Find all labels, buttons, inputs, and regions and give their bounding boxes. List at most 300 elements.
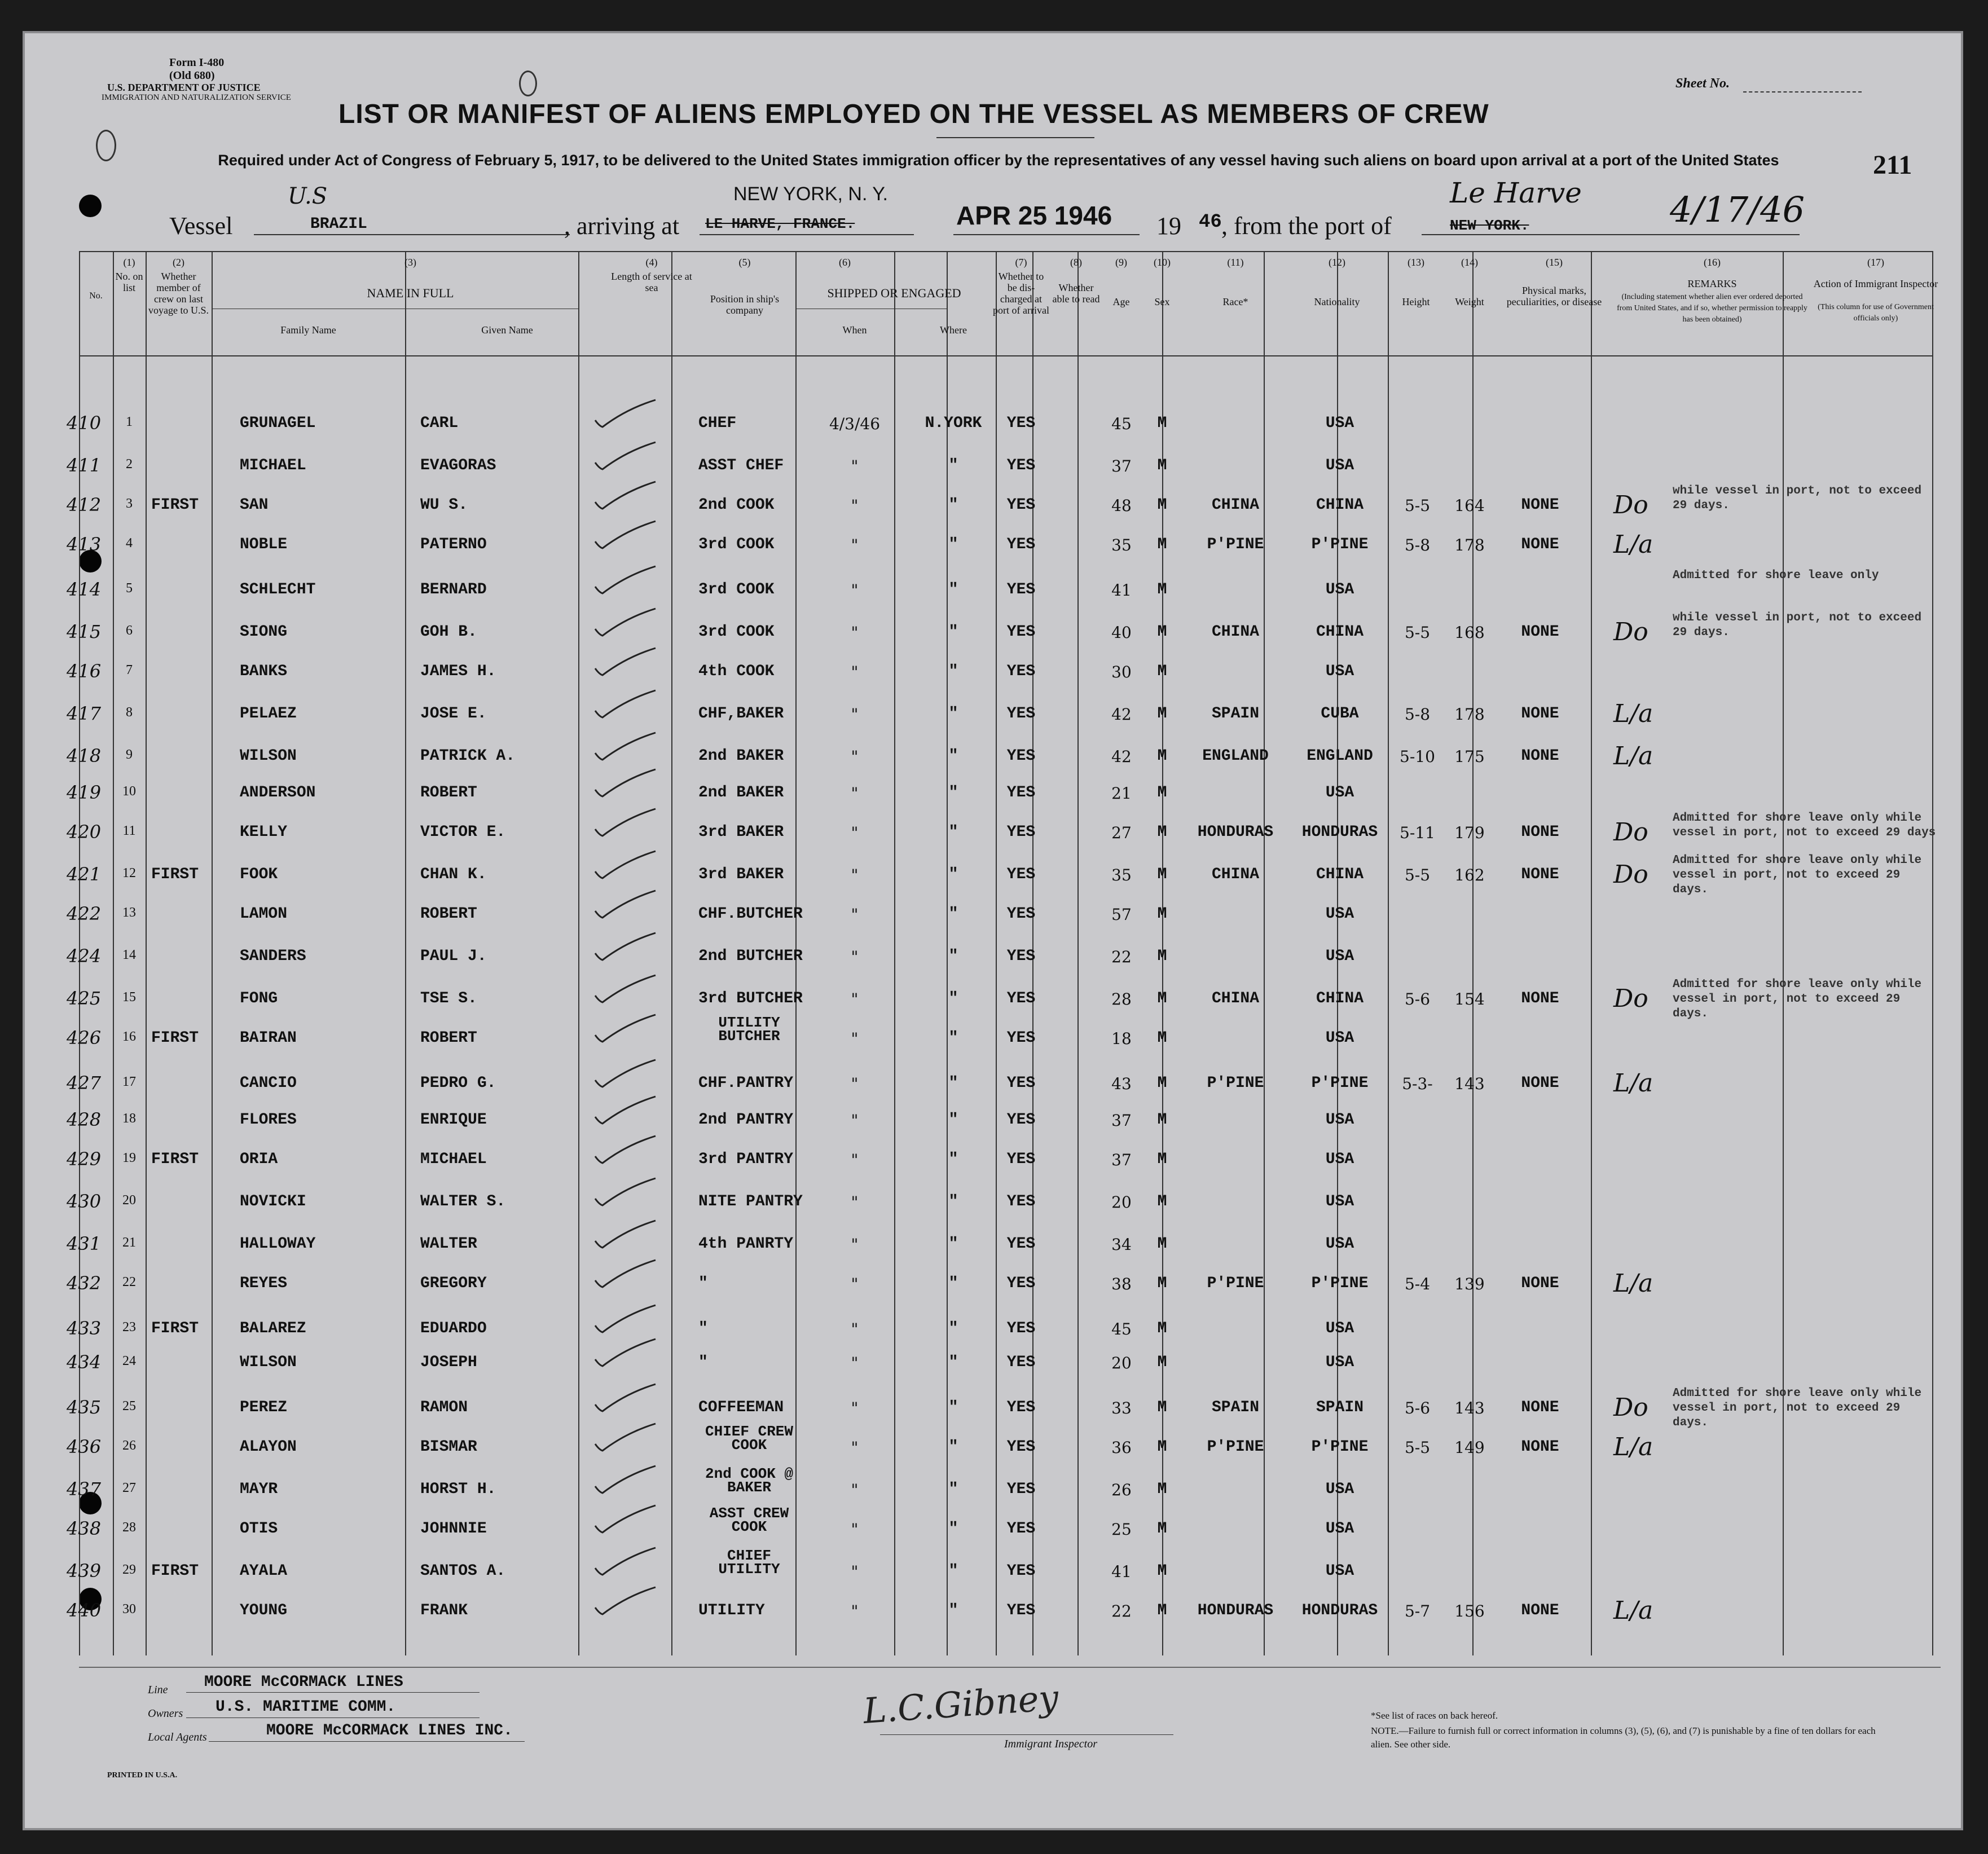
nationality: USA [1325, 415, 1354, 432]
list-number: 27 [122, 1481, 136, 1495]
shipped-when: " [851, 1320, 859, 1338]
first-voyage: FIRST [151, 496, 199, 514]
family-name-header: Family Name [280, 324, 336, 336]
physical-marks: NONE [1521, 496, 1559, 514]
col3-number: (3) [404, 257, 416, 268]
remarks-note: Admitted for shore leave only while vessel in port, not to exceed 29 days. [1673, 1387, 1922, 1429]
weight: 154 [1454, 990, 1485, 1009]
service-check-mark [592, 849, 660, 883]
col14-header: Weight [1455, 296, 1484, 307]
weight: 168 [1454, 623, 1485, 642]
height: 5-6 [1404, 1399, 1431, 1417]
page-number: 211 [1873, 150, 1912, 180]
family-name: LAMON [240, 905, 288, 923]
remarks-handwritten: Do [1613, 491, 1648, 519]
discharge-flag: YES [1006, 948, 1036, 965]
inspector-signature: L.C.Gibney [861, 1677, 1060, 1732]
shipped-when: " [851, 536, 859, 554]
service-check-mark [592, 1012, 660, 1046]
discharge-flag: YES [1006, 1520, 1036, 1538]
manifest-number: 438 [67, 1518, 102, 1539]
remarks-handwritten: Do [1613, 984, 1648, 1013]
service-check-mark [592, 730, 660, 764]
sex: M [1157, 415, 1167, 432]
nationality: P'PINE [1311, 1438, 1369, 1456]
owners-label: Owners [148, 1707, 183, 1720]
punch-hole [79, 195, 102, 217]
sex: M [1157, 823, 1167, 841]
age: 30 [1111, 663, 1132, 681]
list-number: 9 [126, 747, 133, 762]
race: SPAIN [1211, 705, 1259, 723]
position: 2nd BAKER [698, 747, 784, 765]
physical-marks: NONE [1521, 1438, 1559, 1456]
service-check-mark [592, 1585, 660, 1619]
given-name: VICTOR E. [420, 823, 506, 841]
sex: M [1157, 705, 1167, 723]
shipped-when: " [851, 581, 859, 600]
first-voyage: FIRST [151, 1029, 199, 1047]
page-subtitle: Required under Act of Congress of February 5, 1917, to be delivered to the United States immigration officer by the representatives of any vessel having such aliens on board upon arrival at a port of the United States [218, 152, 1779, 169]
remarks-handwritten: Do [1613, 860, 1648, 889]
manifest-number: 411 [67, 455, 102, 476]
service-check-mark [592, 1545, 660, 1579]
race: P'PINE [1207, 1438, 1264, 1456]
col2-number: (2) [173, 257, 184, 268]
shipped-when: " [851, 1354, 859, 1372]
shipped-when: " [851, 1074, 859, 1093]
shipped-where: " [948, 990, 958, 1007]
age: 28 [1111, 990, 1132, 1009]
where-header: Where [940, 324, 967, 336]
weight: 156 [1454, 1602, 1485, 1620]
given-name: SANTOS A. [420, 1562, 506, 1580]
nationality: USA [1325, 1111, 1354, 1129]
col4-number: (4) [645, 257, 658, 268]
sex: M [1157, 1520, 1167, 1538]
col15-number: (15) [1546, 257, 1563, 268]
shipped-when: " [851, 823, 859, 842]
age: 57 [1111, 905, 1132, 924]
service-check-mark [592, 1337, 660, 1371]
position: 2nd COOK [698, 496, 775, 514]
discharge-flag: YES [1006, 1399, 1036, 1416]
service-check-mark [592, 1258, 660, 1292]
age: 43 [1111, 1074, 1132, 1093]
service-check-mark [592, 931, 660, 965]
shipped-when: " [851, 1481, 859, 1499]
race: P'PINE [1207, 1074, 1264, 1092]
shipped-where: " [948, 1562, 958, 1580]
nationality: CUBA [1321, 705, 1359, 723]
age: 45 [1111, 415, 1132, 433]
shipped-when: " [851, 866, 859, 884]
family-name: WILSON [240, 1354, 297, 1371]
manifest-number: 413 [67, 534, 102, 555]
position: 4th PANRTY [698, 1235, 794, 1253]
manifest-number: 420 [67, 821, 102, 843]
weight: 143 [1454, 1074, 1485, 1093]
punch-ring [96, 130, 116, 161]
shipped-when: " [851, 1235, 859, 1254]
physical-marks: NONE [1521, 823, 1559, 841]
manifest-number: 426 [67, 1027, 102, 1049]
height: 5-5 [1404, 496, 1431, 515]
nationality: CHINA [1316, 866, 1364, 883]
race: ENGLAND [1202, 747, 1269, 765]
sex: M [1157, 1029, 1167, 1047]
col15-header: Physical marks, peculiarities, or disease [1506, 285, 1602, 307]
col14-number: (14) [1461, 257, 1478, 268]
column-divider [212, 251, 213, 1655]
discharge-flag: YES [1006, 866, 1036, 883]
shipped-where: " [948, 1438, 958, 1456]
shipped-where: " [948, 457, 958, 474]
height: 5-3- [1402, 1074, 1433, 1093]
nationality: USA [1325, 663, 1354, 680]
list-number: 6 [126, 623, 133, 638]
race: CHINA [1211, 623, 1259, 641]
departure-date-handwritten: 4/17/46 [1670, 189, 1805, 230]
col17-header: Action of Immigrant Inspector [1813, 278, 1938, 289]
from-port-handwritten: Le Harve [1450, 177, 1582, 209]
list-number: 20 [122, 1193, 136, 1208]
family-name: BANKS [240, 663, 288, 680]
sex: M [1157, 1151, 1167, 1168]
year-suffix: 46 [1199, 212, 1222, 233]
sex: M [1157, 747, 1167, 765]
family-name: NOBLE [240, 536, 288, 553]
manifest-number: 433 [67, 1318, 102, 1339]
manifest-number: 435 [67, 1397, 102, 1418]
age: 25 [1111, 1520, 1132, 1539]
position: 2nd COOK @ BAKER [705, 1465, 794, 1496]
shipped-where: " [948, 663, 958, 680]
sex: M [1157, 1193, 1167, 1210]
age: 27 [1111, 823, 1132, 842]
col17-number: (17) [1867, 257, 1884, 268]
given-name: ROBERT [420, 1029, 477, 1047]
col5-header: Position in ship's company [710, 293, 780, 316]
nationality: P'PINE [1311, 536, 1369, 553]
given-name: EVAGORAS [420, 457, 496, 474]
family-name: SCHLECHT [240, 581, 316, 598]
race: HONDURAS [1197, 823, 1274, 841]
shipped-when: " [851, 496, 859, 515]
remarks-handwritten: L/a [1613, 530, 1653, 559]
position: 2nd PANTRY [698, 1111, 794, 1129]
family-name: FOOK [240, 866, 278, 883]
col3-header: NAME IN FULL [367, 286, 454, 300]
from-label: , from the port of [1221, 212, 1392, 240]
family-name: MAYR [240, 1481, 278, 1498]
sex: M [1157, 1481, 1167, 1498]
sex: M [1157, 1438, 1167, 1456]
discharge-flag: YES [1006, 581, 1036, 598]
position: " [698, 1275, 708, 1292]
shipped-where: " [948, 1602, 958, 1619]
col11-header: Race* [1222, 296, 1248, 307]
shipped-where: " [948, 747, 958, 765]
family-name: BAIRAN [240, 1029, 297, 1047]
family-name: SIONG [240, 623, 288, 641]
nationality: USA [1325, 457, 1354, 474]
service-check-mark [592, 767, 660, 801]
year-prefix: 19 [1156, 212, 1181, 240]
age: 37 [1111, 457, 1132, 475]
list-number: 17 [122, 1074, 136, 1089]
sex: M [1157, 623, 1167, 641]
given-name: GOH B. [420, 623, 477, 641]
manifest-number: 416 [67, 660, 102, 682]
remarks-handwritten: L/a [1613, 1069, 1653, 1098]
age: 20 [1111, 1354, 1132, 1372]
position: 2nd BAKER [698, 784, 784, 802]
agency-name: U.S. DEPARTMENT OF JUSTICE [107, 82, 261, 93]
discharge-flag: YES [1006, 705, 1036, 723]
column-divider [578, 251, 579, 1655]
race: CHINA [1211, 866, 1259, 883]
manifest-number: 418 [67, 745, 102, 767]
remarks-handwritten: L/a [1613, 1269, 1653, 1298]
line-value: MOORE McCORMACK LINES [204, 1674, 403, 1691]
nationality: USA [1325, 1151, 1354, 1168]
manifest-number: 430 [67, 1191, 102, 1212]
col12-number: (12) [1329, 257, 1345, 268]
position: CHEF [698, 415, 737, 432]
list-number: 11 [122, 823, 136, 838]
shipped-when: " [851, 1602, 859, 1620]
weight: 178 [1454, 705, 1485, 724]
manifest-number: 425 [67, 988, 102, 1009]
age: 41 [1111, 581, 1132, 600]
service-check-mark [592, 807, 660, 840]
shipped-where: " [948, 536, 958, 553]
physical-marks: NONE [1521, 747, 1559, 765]
physical-marks: NONE [1521, 1275, 1559, 1292]
remarks-note: Admitted for shore leave only while vessel in port, not to exceed 29 days. [1673, 978, 1922, 1020]
discharge-flag: YES [1006, 1193, 1036, 1210]
col7-number: (7) [1015, 257, 1027, 268]
footer-note: NOTE.—Failure to furnish full or correct information in columns (3), (5), (6), and (7) is punishable by a fine of ten dollars for each alien. See other side. [1371, 1725, 1876, 1750]
service-check-mark [592, 1382, 660, 1416]
discharge-flag: YES [1006, 457, 1036, 474]
physical-marks: NONE [1521, 623, 1559, 641]
family-name: KELLY [240, 823, 288, 841]
sex: M [1157, 663, 1167, 680]
col10-header: Sex [1154, 296, 1170, 307]
sex: M [1157, 948, 1167, 965]
sex: M [1157, 457, 1167, 474]
position: " [698, 1320, 708, 1337]
service-check-mark [592, 646, 660, 680]
age: 48 [1111, 496, 1132, 515]
weight: 149 [1454, 1438, 1485, 1457]
shipped-when: " [851, 1111, 859, 1130]
service-check-mark [592, 1058, 660, 1091]
list-number: 15 [122, 990, 136, 1005]
shipped-when: " [851, 623, 859, 642]
col9-number: (9) [1115, 257, 1127, 268]
discharge-flag: YES [1006, 1438, 1036, 1456]
when-header: When [842, 324, 867, 336]
given-name: PEDRO G. [420, 1074, 496, 1092]
family-name: PELAEZ [240, 705, 297, 723]
col16-subheader: (Including statement whether alien ever ordered deported from United States, and if so, whether permission to reapply has been obtained) [1617, 293, 1807, 324]
service-check-mark [592, 606, 660, 640]
nationality: USA [1325, 1029, 1354, 1047]
age: 22 [1111, 1602, 1132, 1620]
agents-value: MOORE McCORMACK LINES INC. [266, 1722, 513, 1739]
manifest-number: 415 [67, 621, 102, 642]
discharge-flag: YES [1006, 823, 1036, 841]
list-number: 3 [126, 496, 133, 511]
discharge-flag: YES [1006, 1562, 1036, 1580]
list-number: 13 [122, 905, 136, 920]
list-number: 7 [126, 663, 133, 677]
weight: 139 [1454, 1275, 1485, 1293]
given-name: JOSE E. [420, 705, 487, 723]
family-name: FLORES [240, 1111, 297, 1129]
shipped-where: " [948, 1320, 958, 1337]
column-divider [1932, 251, 1933, 1655]
service-check-mark [592, 519, 660, 553]
height: 5-8 [1404, 536, 1431, 554]
remarks-handwritten: Do [1613, 1393, 1648, 1422]
sex: M [1157, 990, 1167, 1007]
shipped-when: " [851, 663, 859, 681]
service-check-mark [592, 973, 660, 1007]
physical-marks: NONE [1521, 1602, 1559, 1619]
list-number: 16 [122, 1029, 136, 1044]
discharge-flag: YES [1006, 1320, 1036, 1337]
service-check-mark [592, 1094, 660, 1128]
physical-marks: NONE [1521, 536, 1559, 553]
list-number: 14 [122, 948, 136, 962]
first-voyage: FIRST [151, 866, 199, 883]
given-name: JOSEPH [420, 1354, 477, 1371]
race: P'PINE [1207, 536, 1264, 553]
given-name: WALTER [420, 1235, 477, 1253]
sex: M [1157, 496, 1167, 514]
shipped-where: " [948, 1481, 958, 1498]
service-check-mark [592, 1421, 660, 1455]
list-number: 23 [122, 1320, 136, 1335]
physical-marks: NONE [1521, 866, 1559, 883]
nationality: CHINA [1316, 496, 1364, 514]
header-bottom-border [79, 355, 1932, 356]
nationality: USA [1325, 1562, 1354, 1580]
nationality: ENGLAND [1307, 747, 1373, 765]
service-check-mark [592, 564, 660, 598]
sex: M [1157, 1235, 1167, 1253]
sheet-label: Sheet No. [1675, 76, 1730, 91]
column-divider [146, 251, 147, 1655]
remarks-handwritten: L/a [1613, 742, 1653, 770]
discharge-flag: YES [1006, 1602, 1036, 1619]
shipped-where: " [948, 1275, 958, 1292]
nationality: USA [1325, 1354, 1354, 1371]
nationality: USA [1325, 1320, 1354, 1337]
service-check-mark [592, 1464, 660, 1498]
agents-label: Local Agents [148, 1731, 207, 1743]
height: 5-5 [1404, 1438, 1431, 1457]
position: CHF.PANTRY [698, 1074, 794, 1092]
col5-number: (5) [738, 257, 751, 268]
col9-header: Age [1112, 296, 1130, 307]
col1-header: No. on list [115, 271, 143, 293]
race: HONDURAS [1197, 1602, 1274, 1619]
position: CHIEF UTILITY [718, 1547, 780, 1578]
nationality: P'PINE [1311, 1275, 1369, 1292]
nationality: USA [1325, 1235, 1354, 1253]
arriving-port: NEW YORK, N. Y. [733, 183, 888, 205]
service-check-mark [592, 1134, 660, 1168]
position: 3rd COOK [698, 623, 775, 641]
shipped-where: " [948, 948, 958, 965]
family-name: YOUNG [240, 1602, 288, 1619]
service-check-mark [592, 688, 660, 722]
nationality: HONDURAS [1301, 823, 1378, 841]
shipped-where: " [948, 1193, 958, 1210]
given-name: TSE S. [420, 990, 477, 1007]
manifest-number: 434 [67, 1351, 102, 1373]
discharge-flag: YES [1006, 663, 1036, 680]
shipped-when: " [851, 1562, 859, 1581]
remarks-handwritten: L/a [1613, 1433, 1653, 1461]
shipped-where: N.YORK [925, 415, 982, 432]
weight: 164 [1454, 496, 1485, 515]
given-name-header: Given Name [481, 324, 533, 336]
table-top-border [79, 251, 1932, 252]
list-number: 26 [122, 1438, 136, 1453]
physical-marks: NONE [1521, 705, 1559, 723]
remarks-note: Admitted for shore leave only while vessel in port, not to exceed 29 days. [1673, 854, 1922, 896]
given-name: EDUARDO [420, 1320, 487, 1337]
shipped-when: " [851, 1275, 859, 1293]
given-name: MICHAEL [420, 1151, 487, 1168]
family-name: HALLOWAY [240, 1235, 316, 1253]
nationality: USA [1325, 1520, 1354, 1538]
column-divider [671, 251, 672, 1655]
race: CHINA [1211, 496, 1259, 514]
remarks-handwritten: Do [1613, 818, 1648, 847]
family-name: MICHAEL [240, 457, 306, 474]
remarks-note: while vessel in port, not to exceed 29 days. [1673, 611, 1922, 639]
shipped-where: " [948, 784, 958, 802]
position: NITE PANTRY [698, 1193, 803, 1210]
sex: M [1157, 1399, 1167, 1416]
shipped-when: " [851, 905, 859, 924]
given-name: PATRICK A. [420, 747, 516, 765]
first-voyage: FIRST [151, 1562, 199, 1580]
shipped-where: " [948, 1111, 958, 1129]
sex: M [1157, 1602, 1167, 1619]
shipped-where: " [948, 1354, 958, 1371]
list-number: 4 [126, 536, 133, 551]
age: 37 [1111, 1151, 1132, 1169]
sex: M [1157, 866, 1167, 883]
col8-header: Whether able to read [1052, 282, 1100, 305]
given-name: RAMON [420, 1399, 468, 1416]
col11-number: (11) [1227, 257, 1244, 268]
discharge-flag: YES [1006, 1275, 1036, 1292]
shipped-where: " [948, 581, 958, 598]
printed-in: PRINTED IN U.S.A. [107, 1771, 178, 1780]
weight: 175 [1454, 747, 1485, 766]
height: 5-6 [1404, 990, 1431, 1009]
list-number: 5 [126, 581, 133, 596]
